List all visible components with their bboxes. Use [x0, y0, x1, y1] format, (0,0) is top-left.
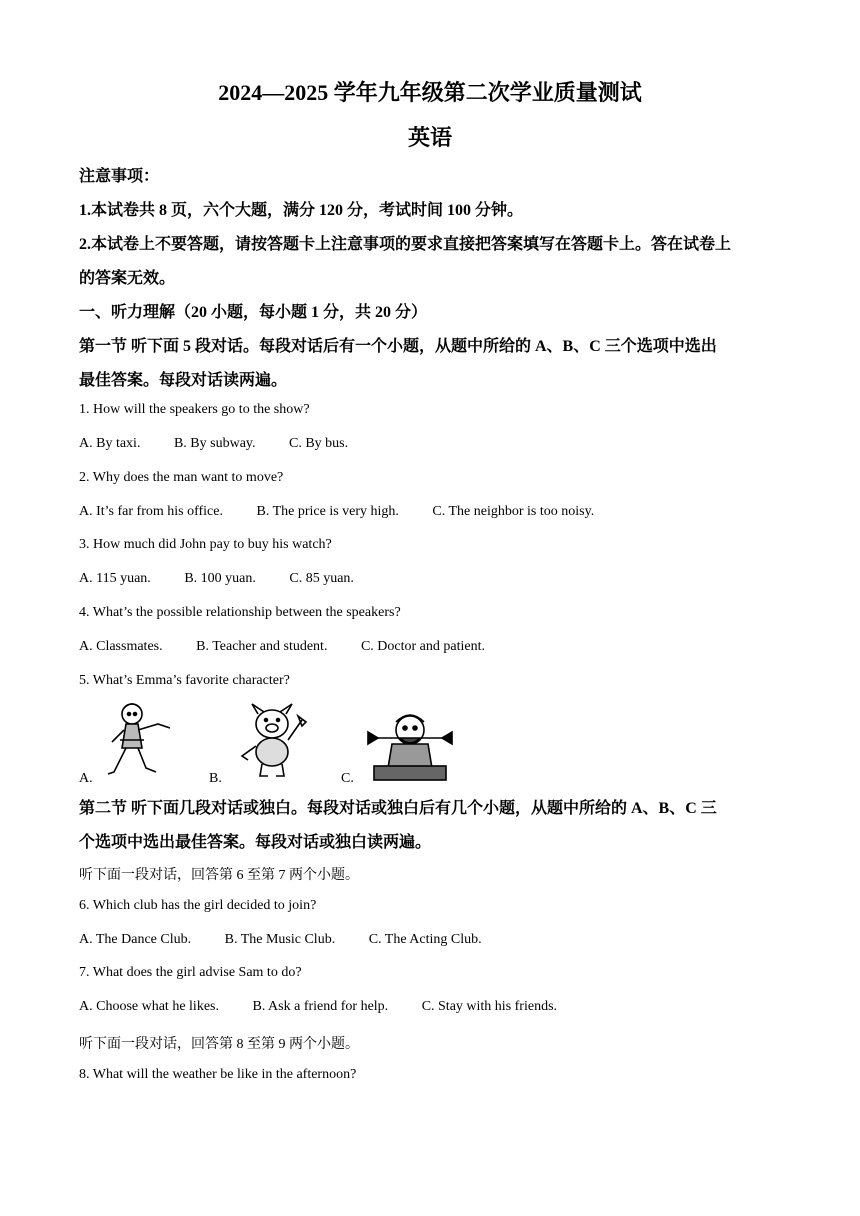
note-item-1: 1.本试卷共 8 页，六个大题，满分 120 分，考试时间 100 分钟。 [79, 202, 524, 219]
subject-title: 英语 [407, 125, 452, 150]
sha-wujing-image [364, 708, 456, 782]
option-a: A. The Dance Club. [79, 932, 192, 947]
dialogue-intro-6-7: 听下面一段对话，回答第 6 至第 7 两个小题。 [79, 868, 359, 883]
question-2-stem: 2. Why does the man want to move? [79, 470, 284, 485]
option-a: A. It’s far from his office. [79, 504, 223, 519]
option-a: A. Choose what he likes. [79, 999, 219, 1014]
section1-instruction-line2: 最佳答案。每段对话读两遍。 [79, 372, 288, 389]
option-c: C. The Acting Club. [368, 932, 482, 947]
part1-heading: 一、听力理解（20 小题，每小题 1 分，共 20 分） [79, 304, 428, 321]
question-5-stem: 5. What’s Emma’s favorite character? [79, 673, 290, 688]
question-1-options [79, 436, 378, 452]
option-a-label: A. [79, 771, 93, 786]
option-b: B. The price is very high. [256, 504, 399, 519]
question-3-stem: 3. How much did John pay to buy his watch? [79, 537, 332, 552]
option-c-label: C. [341, 771, 354, 786]
note-item-2-line1: 2.本试卷上不要答题，请按答题卡上注意事项的要求直接把答案填写在答题卡上。答在试卷上 [79, 236, 732, 253]
option-b: B. Teacher and student. [196, 639, 328, 654]
question-4-options [79, 639, 515, 655]
option-b: B. Ask a friend for help. [252, 999, 389, 1014]
question-1-stem: 1. How will the speakers go to the show? [79, 402, 310, 417]
section1-instruction-line1: 第一节 听下面 5 段对话。每段对话后有一个小题，从题中所给的 A、B、C 三个选项中选出 [79, 338, 717, 355]
notes-heading: 注意事项： [79, 168, 160, 185]
section2-instruction-line2: 个选项中选出最佳答案。每段对话或独白读两遍。 [79, 834, 432, 851]
option-a: A. 115 yuan. [79, 571, 151, 586]
option-b: B. 100 yuan. [184, 571, 256, 586]
option-a: A. By taxi. [79, 436, 141, 451]
question-6-stem: 6. Which club has the girl decided to join? [79, 898, 317, 913]
option-b: B. The Music Club. [224, 932, 336, 947]
option-c: C. Stay with his friends. [421, 999, 558, 1014]
monkey-king-image [100, 698, 180, 780]
option-c: C. 85 yuan. [289, 571, 354, 586]
question-2-options [79, 504, 624, 520]
exam-title: 2024—2025 学年九年级第二次学业质量测试 [218, 80, 642, 105]
option-c: C. Doctor and patient. [360, 639, 485, 654]
pigsy-image [232, 700, 312, 780]
option-c: C. By bus. [289, 436, 349, 451]
question-8-stem: 8. What will the weather be like in the afternoon? [79, 1067, 357, 1082]
option-b: B. By subway. [173, 436, 256, 451]
dialogue-intro-8-9: 听下面一段对话，回答第 8 至第 9 两个小题。 [79, 1037, 359, 1052]
question-7-options [79, 999, 587, 1015]
section2-instruction-line1: 第二节 听下面几段对话或独白。每段对话或独白后有几个小题，从题中所给的 A、B、C 三 [79, 800, 717, 817]
question-3-options [79, 571, 384, 587]
option-a: A. Classmates. [79, 639, 163, 654]
question-6-options [79, 932, 512, 948]
question-4-stem: 4. What’s the possible relationship between the speakers? [79, 605, 401, 620]
option-b-label: B. [209, 771, 222, 786]
question-7-stem: 7. What does the girl advise Sam to do? [79, 965, 302, 980]
option-c: C. The neighbor is too noisy. [432, 504, 595, 519]
note-item-2-line2: 的答案无效。 [79, 270, 176, 287]
